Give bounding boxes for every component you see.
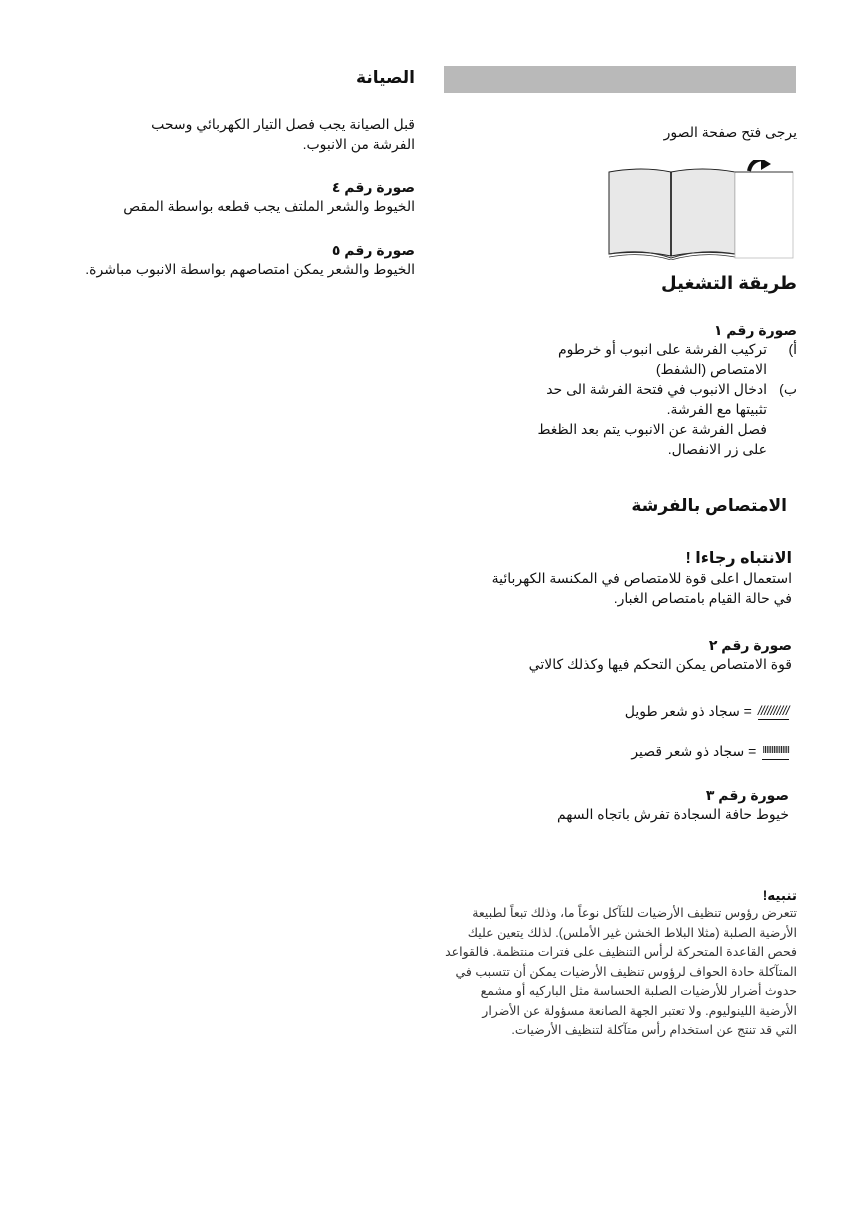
attention-line: استعمال اعلى قوة للامتصاص في المكنسة الكهربائية xyxy=(491,570,792,586)
fig2-block xyxy=(432,637,792,674)
open-pictures-text: يرجى فتح صفحة الصور xyxy=(663,124,797,140)
notice-line: الأرضية اللينوليوم. ولا تعتبر الجهة الصانعة مسؤولة عن الأضرار xyxy=(482,1003,797,1018)
maintenance-intro-line: الفرشة من الانبوب. xyxy=(302,136,415,152)
legend-label: = سجاد ذو شعر طويل xyxy=(624,703,752,719)
list-marker: ب) xyxy=(779,381,797,397)
fig3-text: خيوط حافة السجادة تفرش باتجاه السهم xyxy=(556,806,789,822)
list-marker: أ) xyxy=(788,341,797,357)
fig3-title: صورة رقم ٣ xyxy=(705,787,789,803)
fig5-block xyxy=(35,242,415,279)
section-header-bar xyxy=(444,66,796,93)
fig3-block xyxy=(489,787,789,824)
fig1-item-b xyxy=(497,379,797,459)
list-line: الامتصاص (الشفط) xyxy=(655,361,767,377)
fig5-text: الخيوط والشعر يمكن امتصاصهم بواسطة الانبوب مباشرة. xyxy=(85,261,415,277)
operation-title: طريقة التشغيل xyxy=(661,273,797,293)
notice-line: الأرضية الصلبة (مثلا البلاط الخشن غير الأملس). لذلك يتعين عليك xyxy=(467,925,797,940)
notice-block xyxy=(437,888,797,1041)
notice-line: فحص القاعدة المتحركة لرأس التنظيف على فترات منتظمة. فالقواعد xyxy=(445,945,797,959)
maintenance-intro xyxy=(35,114,415,154)
maintenance-title: الصيانة xyxy=(356,68,415,87)
attention-block xyxy=(432,548,792,608)
attention-line: في حالة القيام بامتصاص الغبار. xyxy=(613,590,792,606)
notice-line: المتآكلة حادة الحواف لرؤوس تنظيف الأرضيات يمكن أن تتسبب في xyxy=(455,964,797,979)
notice-line: حدوث أضرار للأرضيات الصلبة الحساسة مثل الباركيه أو مشمع xyxy=(480,984,797,998)
fig1-block xyxy=(497,322,797,459)
fig2-text: قوة الامتصاص يمكن التحكم فيها وكذلك كالاتي xyxy=(528,656,792,672)
attention-title: الانتباه رجاءا ! xyxy=(685,550,792,567)
legend-label: = سجاد ذو شعر قصير xyxy=(631,743,757,759)
list-line: فصل الفرشة عن الانبوب يتم بعد الظغط xyxy=(537,421,767,437)
open-book-icon xyxy=(607,160,797,260)
list-line: تثبيتها مع الفرشة. xyxy=(666,401,767,417)
suction-title: الامتصاص بالفرشة xyxy=(631,496,787,515)
short-pile-symbol: IIIIIIIIIIIIIII xyxy=(762,743,789,760)
fig2-title: صورة رقم ٢ xyxy=(708,637,792,653)
notice-line: التي قد تنتج عن استخدام رأس متآكلة لتنظيف الأرضيات. xyxy=(511,1023,797,1037)
list-line: على زر الانفصال. xyxy=(667,441,767,457)
legend-short-pile xyxy=(489,743,789,760)
notice-title: تنبيه! xyxy=(762,888,797,903)
list-line: تركيب الفرشة على انبوب أو خرطوم xyxy=(557,341,767,357)
fig1-item-a xyxy=(497,339,797,379)
long-pile-symbol: ////////// xyxy=(757,703,789,718)
maintenance-intro-line: قبل الصيانة يجب فصل التيار الكهربائي وسحب xyxy=(151,116,415,132)
list-line: ادخال الانبوب في فتحة الفرشة الى حد xyxy=(546,381,767,397)
legend-long-pile xyxy=(489,703,789,720)
fig4-block xyxy=(35,179,415,216)
notice-line: تتعرض رؤوس تنظيف الأرضيات للتآكل نوعاً ما، وذلك تبعاً لطبيعة xyxy=(472,906,797,920)
fig5-title: صورة رقم ٥ xyxy=(331,242,415,258)
fig1-title: صورة رقم ١ xyxy=(713,322,797,338)
fig4-title: صورة رقم ٤ xyxy=(331,179,415,195)
fig4-text: الخيوط والشعر الملتف يجب قطعه بواسطة المقص xyxy=(123,198,415,214)
